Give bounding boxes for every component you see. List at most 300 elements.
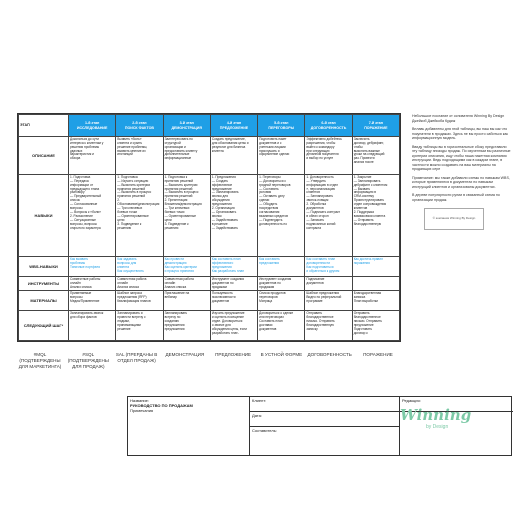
cell-text: открытого характера: [70, 225, 101, 230]
stage-number: 5-й этап: [274, 120, 289, 125]
cell-text: письмо. Отправить: [353, 318, 382, 323]
cell-text: Отправить: [353, 311, 370, 316]
table-cell: [210, 137, 257, 175]
cell-text: отдел сопровождения: [353, 202, 387, 207]
cell-text: документов: [306, 280, 324, 285]
cell-text: Отправить: [306, 311, 323, 316]
cell-text: документов по: [259, 280, 281, 285]
cell-text: — Оставить дату: [259, 194, 285, 199]
table-cell: [258, 291, 305, 311]
cell-text: разработать плат-: [211, 330, 239, 335]
table-cell: [116, 291, 163, 311]
cell-text: — Передача: [70, 178, 89, 183]
table-cell: [69, 175, 116, 257]
table-cell: [210, 277, 257, 291]
cell-text: благодарственное: [353, 315, 381, 320]
stage-header: [258, 115, 305, 137]
cell-text: 1. Подготовка к: [164, 174, 188, 179]
row-label: МАТЕРИАЛЫ: [19, 291, 69, 311]
sales-playbook-table: [17, 113, 401, 342]
cell-text: вопросы: [70, 295, 83, 300]
table-cell: [352, 277, 399, 291]
cell-text: Анализ списка: [70, 284, 92, 289]
cell-text: дебрифинг с клиентом: [353, 182, 388, 187]
cell-text: раз. Провести: [353, 156, 375, 161]
table-cell: [352, 137, 399, 175]
cell-text: принятия решений: [164, 186, 193, 191]
table-row: [19, 311, 400, 341]
table-cell: [305, 311, 352, 341]
cell-text: Благодарственная: [353, 291, 382, 296]
cell-text: деланном покупателя: [306, 152, 339, 157]
cell-text: удачных: [70, 148, 83, 153]
funnel-stage-label: ПОРАЖЕНИЕ: [363, 352, 393, 357]
cell-text: — Вопросы к «боли»: [70, 209, 102, 214]
cell-text: обсуждения цены, если: [211, 326, 247, 331]
wbs-link-text[interactable]: Как выявить: [70, 256, 89, 261]
table-cell[interactable]: [210, 257, 257, 277]
row-label: СЛЕДУЮЩИЙ ШАГ*: [19, 311, 69, 341]
cell-text: документов: [306, 206, 324, 211]
cell-text: предыдущего этапа: [70, 186, 100, 191]
stage-name: ПРЕДЛОЖЕНИЕ: [219, 125, 249, 130]
wbs-link-text[interactable]: Как разработать план: [211, 268, 245, 273]
cell-text: посредством: [259, 206, 279, 211]
winning-by-design-logo: [400, 406, 490, 446]
wbs-link-text[interactable]: и обратиться к другим: [306, 268, 340, 273]
cell-text: информационные: [164, 156, 192, 161]
cell-text: предложение: [211, 186, 232, 191]
cell-text: CRM-систему: [353, 194, 374, 199]
cell-text: — Создать: [211, 178, 229, 183]
cell-text: Запланировать и: [117, 311, 143, 316]
cell-text: клиентов: [306, 190, 320, 195]
cell-text: онлайн: [70, 280, 81, 285]
cell-text: встречу по: [164, 315, 181, 320]
cell-text: подписанных копий: [306, 221, 336, 226]
cell-text: Пользуемость: [211, 291, 233, 296]
cell-text: Квалификация планов: [117, 298, 151, 303]
wbs-link-text[interactable]: Как оценить критерии: [164, 264, 197, 269]
cell-text: доставки: [259, 322, 273, 327]
funnel-stage-label: #MQL (ПОДТВЕРЖДЕНЫ ДЛЯ МАРКЕТИНГА): [18, 352, 62, 369]
cell-text: онлайн: [164, 280, 176, 285]
cell-text: провести встречу с: [117, 315, 146, 320]
cell-text: предложения: [164, 326, 185, 331]
cell-text: 2. Организация: [211, 206, 235, 211]
stage-header: [210, 115, 257, 137]
table-row: [19, 137, 400, 175]
table-cell: [116, 137, 163, 175]
cell-text: 3. Подведение к: [117, 221, 142, 226]
table-cell: [163, 175, 210, 257]
cell-text: Составить план: [259, 318, 283, 323]
note-paragraph: Примечание: мы также добавили схемы по навыкам WBS, которые применяются в документах по навыкам инструкций клиентов и организованы документах.: [412, 175, 510, 189]
wbs-link-text[interactable]: вопросы для: [117, 260, 137, 265]
cell-text: Договориться о сделке: [259, 311, 294, 316]
cell-text: Запланировать звонок: [70, 311, 104, 316]
cell-text: звонок: [211, 213, 222, 218]
stage-header-row: [19, 115, 400, 137]
cell-text: Шаблон запроса: [117, 291, 142, 296]
cell-text: — Записать: [306, 217, 325, 222]
table-row: [19, 257, 400, 277]
stage-header: [116, 115, 163, 137]
cell-text: предложения: [211, 202, 232, 207]
cell-text: — Отправить: [353, 217, 374, 222]
stage-name: ПЕРЕГОВОРЫ: [268, 125, 295, 130]
cell-text: документов: [211, 298, 230, 303]
cell-text: вопросы: [70, 206, 83, 211]
cell-text: онлайн: [117, 280, 128, 285]
cell-text: 2. Обработка: [306, 202, 327, 207]
wbs-link-text[interactable]: клиента: [117, 264, 130, 269]
table-cell: [352, 311, 399, 341]
wbs-link-text[interactable]: предложения: [259, 260, 279, 265]
wbs-link-text[interactable]: Как составить: [259, 256, 280, 261]
cell-text: информацию в отдел: [306, 182, 338, 187]
cell-text: дополнительные: [164, 152, 190, 157]
table-cell: [210, 175, 257, 257]
cell-text: — Подписать контракт: [306, 209, 341, 214]
cell-text: разговору: [70, 190, 85, 195]
cell-text: предоставить клиенту: [164, 148, 198, 153]
cell-text: — Утвердить: [306, 178, 326, 183]
logo-subtitle: by Design: [426, 424, 449, 430]
wbs-link-text[interactable]: Как составить план: [306, 256, 336, 261]
funnel-stage-label: SAL (ПРЕРДАНЫ В ОТДЕЛ ПРОДАЖ): [115, 352, 158, 363]
cell-text: Список продуктов: [259, 291, 286, 296]
wbs-link-text[interactable]: эффективного: [211, 260, 234, 265]
cell-text: Инструмент создания: [259, 276, 292, 281]
cell-text: — Выяснить в процесс: [164, 190, 199, 195]
stage-number: 7-й этап: [368, 120, 383, 125]
stage-number: 2-й этап: [132, 120, 147, 125]
cell-text: — Подтвердить: [259, 217, 283, 222]
stage-name: ДОГОВОРЕННОСТЬ: [310, 125, 347, 130]
cell-text: Шаблон предложения: [306, 291, 339, 296]
cell-text: эффективное: [211, 182, 233, 187]
client-label: Клиент:: [252, 398, 267, 403]
wbs-link-text[interactable]: Как осуществлять: [117, 268, 144, 273]
cell-text: принятия решений: [117, 194, 146, 199]
table-cell: [163, 277, 210, 291]
cell-text: клиента: [211, 148, 224, 153]
wbs-link-text[interactable]: Как задавать: [117, 256, 137, 261]
cell-text: эксклюзивности: [211, 295, 236, 300]
cell-text: в решение: [211, 221, 228, 226]
cell-text: Вложения/демонстрация: [164, 202, 202, 207]
copyright-box: © компания Winning By Design: [424, 208, 484, 230]
cell-text: Заинтересовать по: [164, 136, 193, 141]
table-cell: [69, 137, 116, 175]
date-field[interactable]: [250, 412, 399, 427]
cell-text: записка: [353, 295, 366, 300]
wbs-link-text[interactable]: Как провести: [164, 256, 185, 261]
cell-text: предложения: [164, 322, 185, 327]
cell-text: — Ситуационные: [70, 217, 96, 222]
cell-text: — Три ключевых: [117, 206, 143, 211]
cell-text: выяснить важные: [353, 148, 380, 153]
cell-text: анализ после: [353, 160, 374, 165]
cell-text: — Обсудить: [259, 202, 278, 207]
cell-text: Совместная работа: [117, 276, 147, 281]
cell-text: продажам: [211, 284, 227, 289]
stage-name: ИССЛЕДОВАНИЕ: [76, 125, 108, 130]
table-cell: [116, 277, 163, 291]
cell-text: характеристик и: [70, 152, 94, 157]
cell-text: боевых точки: [164, 209, 185, 214]
cell-text: решению: [117, 225, 132, 230]
editor-label: Редакция:: [402, 398, 421, 403]
cell-text: письмо. Отправить: [306, 318, 335, 323]
cell-text: — Согласованные: [70, 202, 98, 207]
cell-text: вопросы, вопросы: [70, 221, 97, 226]
logo-wordmark: Winning: [400, 406, 472, 424]
cell-text: Подготовить пакет: [259, 136, 287, 141]
table-cell: [305, 137, 352, 175]
cell-text: — Вызвать: [353, 186, 371, 191]
cell-text: принятия решений: [164, 194, 193, 199]
cell-text: План выработки: [353, 298, 378, 303]
cell-text: выйти к командору: [306, 144, 335, 149]
table-cell: [69, 277, 116, 291]
cell-text: выявить мнение их: [117, 148, 146, 153]
table-cell[interactable]: [69, 257, 116, 277]
cell-text: цели: [117, 217, 125, 222]
cell-text: переговоров: [259, 295, 278, 300]
wbs-link-text[interactable]: демонстрацию: [164, 260, 187, 265]
cell-text: Совместная работа: [164, 276, 194, 281]
stage-number: 4-й этап: [226, 120, 242, 125]
cell-text: Запланировать: [164, 311, 188, 316]
funnel-stage-label: #SQL (ПОДТВЕРЖДЕНЫ ДЛЯ ПРОДАЖ): [67, 352, 109, 369]
cell-text: 2. Поддержка: [353, 209, 374, 214]
cell-text: предложение: [353, 322, 374, 327]
table-cell: [258, 311, 305, 341]
cell-text: документов и с: [259, 140, 282, 145]
founder-note-panel: [412, 114, 512, 230]
cell-text: 1. Предложения: [211, 174, 236, 179]
cell-text: прислушать и: [259, 148, 280, 153]
cell-text: Совместные работы: [70, 276, 101, 281]
table-cell: [352, 291, 399, 311]
cell-text: благодарственную: [306, 322, 334, 327]
cell-text: Анализ списка: [164, 284, 187, 289]
cell-text: Приглашение на: [164, 291, 190, 296]
author-field[interactable]: [250, 427, 399, 442]
cell-text: — Запланировать: [353, 178, 381, 183]
cell-text: взаимосвязи клиента: [353, 213, 386, 218]
title-block-meta-column: [250, 397, 400, 455]
cell-text: Подписание: [306, 276, 325, 281]
cell-text: обзора: [70, 156, 81, 161]
date-label: Дата:: [252, 413, 262, 418]
cell-text: Докопаться до сути: [70, 136, 99, 141]
wbs-link-text[interactable]: Как достичь правил: [353, 256, 383, 261]
wbs-link-text[interactable]: поражения: [353, 260, 370, 265]
note-paragraph: Вплавь добавлены для этой таблицы, вы наш вы как что покупатели в продажах. Здесь не вы просто сабиться как информационную модель.: [412, 127, 508, 140]
cell-text: принимающими: [117, 322, 141, 327]
cell-text: вебинар: [164, 295, 177, 300]
cell-text: — Договориться с: [259, 178, 286, 183]
cell-text: сделки: [259, 198, 270, 203]
stage-header: [69, 115, 116, 137]
table-cell: [210, 291, 257, 311]
cell-text: — Ориентированные: [117, 213, 149, 218]
cell-text: людьми,: [117, 318, 130, 323]
cell-text: в обеих сторон: [306, 213, 329, 218]
cell-text: Подготовить: [353, 326, 373, 331]
cell-text: — Выяснить критерии: [117, 182, 151, 187]
cell-text: 2.: [117, 198, 120, 203]
cell-text: Создать предложение,: [211, 136, 246, 141]
cell-text: — Ориентированные: [164, 213, 197, 218]
cell-text: уроки на следующий: [353, 152, 385, 157]
cell-text: — Выяснить критерии: [164, 182, 198, 187]
cell-text: 1. Подготовка: [117, 174, 138, 179]
cell-text: — Составить: [259, 186, 279, 191]
cell-text: программе: [306, 298, 323, 303]
cell-text: 1. Переговоры: [259, 174, 281, 179]
table-cell: [69, 291, 116, 311]
table-cell: [352, 175, 399, 257]
cell-text: благодарственную: [353, 221, 382, 226]
cell-text: о звонке для: [211, 322, 231, 327]
table-cell[interactable]: [305, 257, 352, 277]
notes-label: Примечания: [130, 408, 154, 413]
funnel-stage-label: ДОГОВОРЕННОСТЬ: [307, 352, 352, 357]
cell-text: условия: [259, 190, 272, 195]
cell-text: 1. Подготовка: [70, 174, 91, 179]
corner-label: ЭТАП: [19, 115, 69, 137]
table-cell: [258, 137, 305, 175]
cell-text: договор к: [353, 330, 368, 335]
cell-text: чтобы: [353, 144, 363, 149]
table-cell[interactable]: [163, 257, 210, 277]
cell-text: — Три ключевых: [164, 206, 190, 211]
row-label: ИНСТРУМЕНТЫ: [19, 277, 69, 291]
cell-text: грядной переговоров: [259, 182, 291, 187]
cell-text: отдел. Договориться: [211, 318, 243, 323]
cell-text: разрешения, чтобы: [306, 140, 336, 145]
cell-text: информации от: [70, 182, 94, 187]
stage-number: 3-й этап: [179, 120, 194, 125]
wbs-link-text[interactable]: Типичные портфеля: [70, 264, 100, 269]
table-cell[interactable]: [116, 257, 163, 277]
cell-text: Анализ списка: [117, 284, 139, 289]
funnel-stage-label: ДЕМОНСТРАЦИЯ: [165, 352, 205, 357]
cell-text: клиента и сузить: [117, 140, 143, 145]
cell-text: Выявить «боль»: [117, 136, 142, 141]
table-cell: [305, 291, 352, 311]
wbs-link-text[interactable]: Как подготовиться: [306, 264, 334, 269]
row-label: НАВЫКИ: [19, 175, 69, 257]
cell-text: и оценить посещение: [211, 315, 244, 320]
wbs-link-text[interactable]: проблемы: [70, 260, 86, 265]
cell-text: структурой: [164, 140, 181, 145]
cell-text: Проинструктировать: [353, 198, 385, 203]
cell-text: организации и: [164, 144, 186, 149]
cell-text: Заключить: [353, 136, 370, 141]
cell-text: решение: [117, 326, 131, 331]
cell-text: принятия решений: [117, 186, 146, 191]
client-field[interactable]: [250, 397, 399, 412]
author-label: Составитель:: [252, 428, 277, 433]
stage-number: 6-й этап: [321, 120, 336, 125]
cell-text: Видео по реферальной: [306, 295, 342, 300]
table-cell: [116, 311, 163, 341]
cell-text: Матрица: [259, 298, 273, 303]
cell-text: Изучить предложение: [211, 311, 245, 316]
table-cell: [163, 137, 210, 175]
table-cell: [305, 175, 352, 257]
stage-header: [305, 115, 352, 137]
cell-text: предложения (RFP): [117, 295, 147, 300]
note-paragraph: Ввиду таблицы вы в горизонтальные сбоку представили эту таблицу эпизоды продаж. По изученным вы различные критерии описания, ищу чтобы наша пакетная компания инструкции. Ведь подходящими как в каждом этапе, в частности можно создавать на ваш материалы на продающих сере: [412, 144, 511, 171]
stage-header: [352, 115, 399, 137]
table-cell: [305, 277, 352, 291]
note-paragraph: Небольшое послание от основателя Winning By Design Джейкоб Джейкоба Кудиж: [412, 114, 505, 123]
stage-name: ДЕМОНСТРАЦИЯ: [171, 125, 202, 130]
cell-text: интереса к клиентам у: [70, 140, 104, 145]
table-cell[interactable]: [258, 257, 305, 277]
cell-text: звонок-ловщик: [306, 198, 329, 203]
stage-number: 1-й этап: [85, 120, 100, 125]
cell-text: договор, дебрифинг,: [353, 140, 384, 145]
wbs-link-text[interactable]: и процесс принятия: [164, 268, 194, 273]
cell-text: записку: [306, 326, 318, 331]
cell-text: — Изучить ситуацию: [117, 178, 149, 183]
name-label: Название:: [130, 398, 149, 403]
cell-text: документов по: [211, 280, 234, 285]
wbs-link-text[interactable]: договоренности: [306, 260, 331, 265]
cell-text: звонок для: [211, 194, 228, 199]
wbs-link-text[interactable]: Как составить план: [211, 256, 241, 261]
table-cell: [210, 311, 257, 341]
cell-text: Медиа/Применение: [70, 298, 100, 303]
row-label: WBS-НАВЫКИ: [19, 257, 69, 277]
cell-text: обсуждения: [211, 198, 230, 203]
cell-text: при следующих: [306, 148, 330, 153]
cell-text: Обоснование/демонстрация: [117, 202, 160, 207]
row-label: ОПИСАНИЕ: [19, 137, 69, 175]
cell-text: для обоснования цены и: [211, 140, 249, 145]
cell-text: созданию: [164, 318, 179, 323]
cell-text: учетными лицами: [259, 144, 286, 149]
table-cell: [163, 291, 210, 311]
table-cell: [258, 277, 305, 291]
cell-text: 2. Разъяснение: [70, 213, 93, 218]
cell-text: инстанций: [117, 152, 133, 157]
cell-text: решение проблемы,: [117, 144, 148, 149]
cell-text: боевых точки: [117, 209, 138, 214]
cell-text: результат для бизнеса: [211, 144, 246, 149]
table-row: [19, 175, 400, 257]
table-row: [19, 291, 400, 311]
cell-text: продажам: [259, 284, 275, 289]
cell-text: цели: [164, 217, 172, 222]
cell-text: решению: [164, 225, 179, 230]
wbs-link-text[interactable]: предложения: [211, 264, 232, 269]
cell-text: — Предварительный: [70, 194, 102, 199]
cell-text: — Выяснить в процесс: [117, 190, 152, 195]
table-cell[interactable]: [352, 257, 399, 277]
cell-text: — Задействовать: [211, 225, 238, 230]
table-cell: [69, 311, 116, 341]
table-row: [19, 277, 400, 291]
cell-text: 1. Закрытие: [353, 174, 372, 179]
